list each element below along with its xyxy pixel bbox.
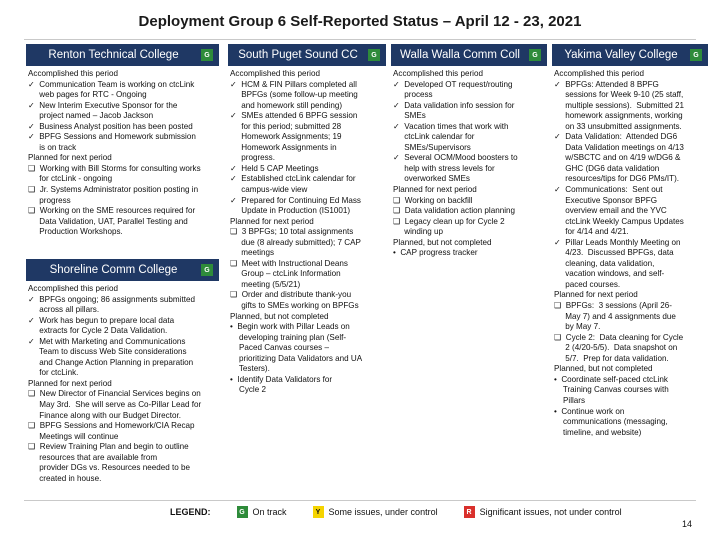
status-line: ❑ Cycle 2: Data cleaning for Cycle <box>554 332 684 342</box>
status-line: ✓ Data validation info session for <box>393 100 515 110</box>
status-line: • Begin work with Pillar Leads on <box>230 322 350 332</box>
legend-swatch-red: R <box>464 506 475 518</box>
status-line: ✓ Business Analyst position has been posted <box>28 121 193 131</box>
status-line: ❑ BPFG Sessions and Homework/CIA Recap <box>28 421 195 431</box>
status-line: Planned for next period <box>230 216 314 226</box>
status-line: ❑ Order and distribute thank-you <box>230 290 352 300</box>
status-line: paced courses. <box>554 279 621 289</box>
status-line: ❑ BPFGs: 3 sessions (April 26- <box>554 301 672 311</box>
status-line: Planned for next period <box>28 153 112 163</box>
page-number: 14 <box>681 519 692 529</box>
status-line: Group – ctcLink Information <box>230 269 341 279</box>
status-line: 5/7. Prep for data validation. <box>554 353 669 363</box>
status-line: due (8 already submitted); 7 CAP <box>230 237 361 247</box>
status-line: help with stress levels for <box>393 163 495 173</box>
status-line: meetings <box>230 248 275 258</box>
status-badge: G <box>690 49 702 61</box>
status-line: gifts to SMEs working on BPFGs <box>230 301 359 311</box>
status-line: w/SBCTC and on 4/19 w/DG6 & <box>554 153 681 163</box>
status-line: meeting (5/5/21) <box>230 279 301 289</box>
status-line: • Coordinate self-paced ctcLink <box>554 374 668 384</box>
status-line: SMEs <box>393 111 426 121</box>
status-line: Accomplished this period <box>554 69 644 78</box>
status-line: Planned for next period <box>393 185 477 195</box>
status-line: provider DGs vs. Resources needed to be <box>28 463 190 473</box>
status-line: across all pillars. <box>28 305 100 315</box>
status-line: ✓ Developed OT request/routing <box>393 79 513 89</box>
college-name: Yakima Valley College <box>564 49 678 61</box>
title-divider <box>24 39 696 40</box>
status-line: Meetings will continue <box>28 431 119 441</box>
status-line: web pages for RTC - Ongoing <box>28 90 147 100</box>
status-line: ❑ Meet with Instructional Deans <box>230 258 348 268</box>
status-line: and Change Action Planning in preparation <box>28 357 194 367</box>
status-line: project named – Jacob Jackson <box>28 111 154 121</box>
status-line: Planned, but not completed <box>393 237 492 247</box>
status-line: Accomplished this period <box>393 69 483 78</box>
slide-title: Deployment Group 6 Self-Reported Status – April 12 - 23, 2021 <box>138 13 582 30</box>
status-line: Data Validation meetings on 4/13 <box>554 142 684 152</box>
status-line: multiple sessions). Submitted 21 <box>554 100 685 110</box>
status-badge: G <box>368 49 380 61</box>
status-line: ✓ BPFG Sessions and Homework submission <box>28 132 196 142</box>
status-line: ✓ Several OCM/Mood boosters to <box>393 153 518 163</box>
status-line: Accomplished this period <box>28 69 118 78</box>
status-line: progress. <box>230 153 275 163</box>
status-line: Data Validation, UAT, Parallel Testing and <box>28 216 188 226</box>
status-line: ✓ Data Validation: Attended DG6 <box>554 132 678 142</box>
status-line: GHC (DG6 data validation <box>554 163 660 173</box>
header-shoreline <box>26 259 219 281</box>
status-line: is on track <box>28 142 77 152</box>
status-line: homework assignments, working <box>554 111 683 121</box>
status-line: Paced Canvas courses – <box>230 343 329 353</box>
status-line: timeline, and website) <box>554 427 642 437</box>
status-south-puget-sound <box>230 69 388 396</box>
status-line: Update in Production (IS1001) <box>230 206 351 216</box>
status-line: ❑ Jr. Systems Administrator position posting in <box>28 185 199 195</box>
status-line: ✓ Communications: Sent out <box>554 185 663 195</box>
status-line: winding up <box>393 227 443 237</box>
status-line: progress <box>28 195 71 205</box>
legend <box>170 506 648 518</box>
header-yakima-valley <box>552 44 708 66</box>
status-line: ✓ Vacation times that work with <box>393 121 509 131</box>
legend-label: LEGEND: <box>170 507 211 517</box>
status-shoreline <box>28 284 220 484</box>
status-line: 4/23. Discussed BPFGs, data <box>554 248 674 258</box>
status-line: and homework still pending) <box>230 100 343 110</box>
status-line: ✓ Communication Team is working on ctcLink <box>28 79 195 89</box>
status-line: ❑ Working with Bill Storms for consulting works <box>28 163 201 173</box>
status-line: May 7) and 4 assignments due <box>554 311 676 321</box>
status-line: Homework Assignments in <box>230 142 337 152</box>
status-badge: G <box>201 264 213 276</box>
status-line: ❑ Review Training Plan and begin to outline <box>28 442 189 452</box>
status-line: • Continue work on <box>554 406 625 416</box>
status-line: ✓ Prepared for Continuing Ed Mass <box>230 195 361 205</box>
status-line: ✓ BPFGs ongoing; 86 assignments submitted <box>28 294 195 304</box>
status-line: Production Workshops. <box>28 227 123 237</box>
header-south-puget-sound <box>228 44 386 66</box>
status-badge: G <box>201 49 213 61</box>
status-line: ✓ Pillar Leads Monthly Meeting on <box>554 237 681 247</box>
header-renton <box>26 44 219 66</box>
status-line: communications (messaging, <box>554 417 668 427</box>
status-line: Homework Assignments; 19 <box>230 132 342 142</box>
status-line: campus-wide view <box>230 185 308 195</box>
legend-swatch-green: G <box>237 506 248 518</box>
status-line: Pillars <box>554 395 586 405</box>
status-line: extracts for Cycle 2 Data Validation. <box>28 326 168 336</box>
status-line: cleaning, data validation, <box>554 258 655 268</box>
status-line: on 33 unsubmitted assignments. <box>554 121 682 131</box>
college-name: Walla Walla Comm Coll <box>400 49 520 61</box>
header-walla-walla <box>391 44 547 66</box>
status-line: ✓ Established ctcLink calendar for <box>230 174 356 184</box>
status-line: created in house. <box>28 473 102 483</box>
college-name: South Puget Sound CC <box>238 49 358 61</box>
status-line: Accomplished this period <box>230 69 320 78</box>
status-line: by May 7. <box>554 322 601 332</box>
status-line: Team to discuss Web Site considerations <box>28 347 187 357</box>
status-line: for this period; submitted 28 <box>230 121 342 131</box>
status-line: May 3rd. She will serve as Co-Pillar Lead for <box>28 400 202 410</box>
status-line: 2 (4/20-5/5). Data snapshot on <box>554 343 678 353</box>
status-line: for ctcLink. <box>28 368 79 378</box>
legend-text-on-track: On track <box>252 507 287 517</box>
status-line: overworked SMEs <box>393 174 470 184</box>
status-line: ❑ Data validation action planning <box>393 206 515 216</box>
footer-divider <box>24 500 696 501</box>
legend-swatch-yellow: Y <box>313 506 324 518</box>
status-line: Executive Sponsor BPFG <box>554 195 658 205</box>
status-line: ❑ Working on the SME resources required for <box>28 206 196 216</box>
status-line: Planned, but not completed <box>230 311 329 321</box>
status-line: Planned, but not completed <box>554 364 653 374</box>
status-yakima-valley <box>554 69 710 438</box>
status-line: prioritizing Data Validators and UA <box>230 353 363 363</box>
status-walla-walla <box>393 69 549 259</box>
status-line: Planned for next period <box>554 290 638 300</box>
status-line: Planned for next period <box>28 378 112 388</box>
status-line: resources/tips for DG6 PMs/IT). <box>554 174 680 184</box>
status-renton <box>28 69 220 238</box>
status-line: Training Canvas courses with <box>554 385 669 395</box>
status-line: for 4/14 and 4/21. <box>554 227 629 237</box>
college-name: Shoreline Comm College <box>49 264 178 276</box>
status-line: ctcLink Weekly Campus Updates <box>554 216 684 226</box>
status-line: Accomplished this period <box>28 284 118 293</box>
legend-text-some-issues: Some issues, under control <box>328 507 438 517</box>
status-line: • CAP progress tracker <box>393 248 478 258</box>
status-line: ✓ SMEs attended 6 BPFG session <box>230 111 358 121</box>
status-line: overview email and the YVC <box>554 206 667 216</box>
status-line: ctcLink calendar for <box>393 132 475 142</box>
status-line: ✓ New Interim Executive Sponsor for the <box>28 100 178 110</box>
status-line: sessions for Week 9-10 (25 staff, <box>554 90 684 100</box>
status-line: ❑ Legacy clean up for Cycle 2 <box>393 216 505 226</box>
status-line: ✓ BPFGs: Attended 8 BPFG <box>554 79 659 89</box>
status-line: ✓ HCM & FIN Pillars completed all <box>230 79 357 89</box>
status-line: BPFGs (some follow-up meeting <box>230 90 358 100</box>
status-line: ✓ Held 5 CAP Meetings <box>230 163 319 173</box>
status-line: vacation windows, and self- <box>554 269 665 279</box>
status-line: ✓ Met with Marketing and Communications <box>28 336 186 346</box>
status-badge: G <box>529 49 541 61</box>
status-line: SMEs/Supervisors <box>393 142 471 152</box>
status-line: ✓ Work has begun to prepare local data <box>28 315 175 325</box>
status-line: for ctcLink - ongoing <box>28 174 113 184</box>
status-line: ❑ New Director of Financial Services begins on <box>28 389 201 399</box>
status-line: • Identify Data Validators for <box>230 374 333 384</box>
college-name: Renton Technical College <box>48 49 179 61</box>
status-line: developing training plan (Self- <box>230 332 347 342</box>
status-line: process <box>393 90 433 100</box>
status-line: ❑ Working on backfill <box>393 195 473 205</box>
status-line: Testers). <box>230 364 270 374</box>
status-line: Cycle 2 <box>230 385 266 395</box>
status-line: resources that are available from <box>28 452 158 462</box>
status-line: ❑ 3 BPFGs; 10 total assignments <box>230 227 354 237</box>
legend-text-significant-issues: Significant issues, not under control <box>479 507 622 517</box>
status-line: Finance along with our Budget Director. <box>28 410 181 420</box>
